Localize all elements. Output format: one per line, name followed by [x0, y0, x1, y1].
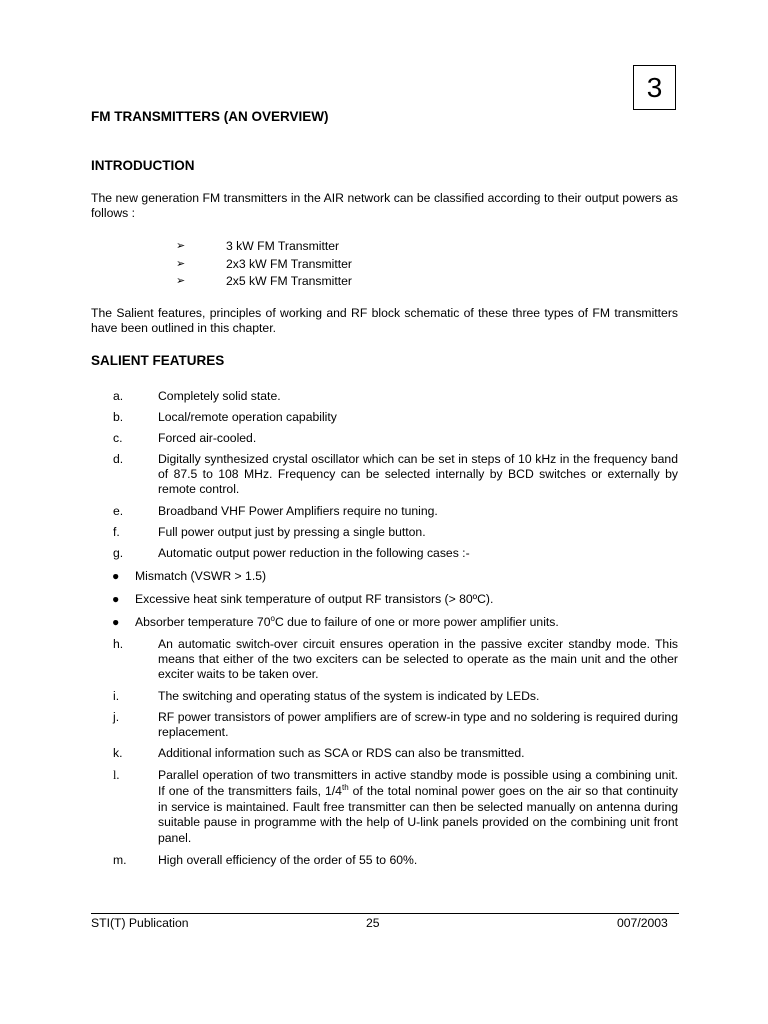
chapter-title: FM TRANSMITTERS (AN OVERVIEW): [91, 109, 329, 124]
feature-letter: e.: [113, 504, 124, 518]
reduction-case-text: Mismatch (VSWR > 1.5): [135, 569, 267, 583]
reduction-case: [112, 592, 493, 607]
transmitter-label: 3 kW FM Transmitter: [226, 239, 340, 253]
feature-text: Completely solid state.: [158, 389, 281, 403]
reduction-case: [112, 569, 266, 584]
arrow-bullet-icon: ➢: [176, 258, 186, 270]
feature-letter: k.: [113, 746, 123, 760]
ordinal-superscript: th: [341, 782, 349, 792]
bullet-dot-icon: ●: [112, 615, 120, 629]
feature-item: [113, 431, 678, 446]
feature-letter: d.: [113, 452, 124, 466]
feature-text: High overall efficiency of the order of 55 to 60%.: [158, 853, 418, 867]
feature-item: [113, 710, 678, 740]
feature-letter: m.: [113, 853, 127, 867]
reduction-case-text: Excessive heat sink temperature of output RF transistors (> 80ºC).: [135, 592, 494, 606]
feature-item: [113, 410, 678, 425]
feature-item: [113, 452, 678, 497]
introduction-paragraph: The new generation FM transmitters in the AIR network can be classified according to their output powers as follows :: [91, 191, 678, 220]
feature-item: [113, 637, 678, 682]
feature-letter: j.: [113, 710, 120, 724]
feature-item: [113, 746, 678, 761]
footer-publisher: STI(T) Publication: [91, 916, 189, 930]
feature-text: Forced air-cooled.: [158, 431, 257, 445]
reduction-case-text: Absorber temperature 70: [135, 615, 271, 629]
feature-item: [113, 689, 678, 704]
feature-letter: c.: [113, 431, 123, 445]
feature-text: RF power transistors of power amplifiers are of screw-in type and no soldering is required during replacement.: [158, 710, 678, 739]
feature-item: [113, 853, 678, 868]
arrow-bullet-icon: ➢: [176, 275, 186, 287]
feature-item: [113, 504, 678, 519]
arrow-bullet-icon: ➢: [176, 240, 186, 252]
feature-item: [113, 546, 678, 561]
footer-date: 007/2003: [617, 916, 668, 930]
feature-item: [113, 525, 678, 540]
feature-text: Automatic output power reduction in the following cases :-: [158, 546, 470, 560]
transmitter-label: 2x3 kW FM Transmitter: [226, 257, 352, 271]
feature-letter: a.: [113, 389, 124, 403]
reduction-case-text-rest: C due to failure of one or more power amplifier units.: [274, 615, 559, 629]
introduction-heading: INTRODUCTION: [91, 158, 195, 173]
feature-letter: h.: [113, 637, 124, 651]
bullet-dot-icon: ●: [112, 592, 120, 606]
feature-text-part: Parallel operation of two transmitters in active standby mode is possible using a combining unit. If one of the transmitters fails, 1/4: [158, 768, 678, 798]
feature-letter: f.: [113, 525, 120, 539]
feature-letter: i.: [113, 689, 120, 703]
feature-letter: b.: [113, 410, 124, 424]
feature-text: [158, 768, 678, 847]
feature-item: [113, 389, 678, 404]
feature-text: Full power output just by pressing a single button.: [158, 525, 426, 539]
feature-letter: g.: [113, 546, 124, 560]
feature-text: An automatic switch-over circuit ensures operation in the passive exciter standby mode. This means that either of the two exciters can be selected to operate as the main unit and the other exciter waits to be taken over.: [158, 637, 678, 681]
feature-item: [113, 768, 678, 847]
chapter-number-box: 3: [633, 65, 676, 110]
reduction-case: [112, 615, 559, 630]
bullet-dot-icon: ●: [112, 569, 120, 583]
feature-text: Digitally synthesized crystal oscillator which can be set in steps of 10 kHz in the frequency band of 87.5 to 108 MHz. Frequency can be selected internally by BCD switches or externally by remote control.: [158, 452, 678, 496]
footer-divider: [91, 913, 679, 914]
degree-superscript: o: [270, 614, 275, 623]
feature-text: The switching and operating status of the system is indicated by LEDs.: [158, 689, 540, 703]
feature-text: Broadband VHF Power Amplifiers require no tuning.: [158, 504, 438, 518]
introduction-closing: The Salient features, principles of working and RF block schematic of these three types of FM transmitters have been outlined in this chapter.: [91, 306, 678, 335]
feature-text: Local/remote operation capability: [158, 410, 337, 424]
feature-text: Additional information such as SCA or RDS can also be transmitted.: [158, 746, 525, 760]
salient-features-heading: SALIENT FEATURES: [91, 353, 225, 368]
feature-text-part: of the total nominal power goes on the air so that continuity in service is maintained. Fault free transmitter can then be selected manually on antenna during suitable pause in programme with the help of U-link panels provided on the combining unit front panel.: [158, 783, 678, 846]
transmitter-label: 2x5 kW FM Transmitter: [226, 274, 352, 288]
footer-page-number: 25: [366, 916, 380, 930]
feature-letter: l.: [113, 768, 120, 782]
